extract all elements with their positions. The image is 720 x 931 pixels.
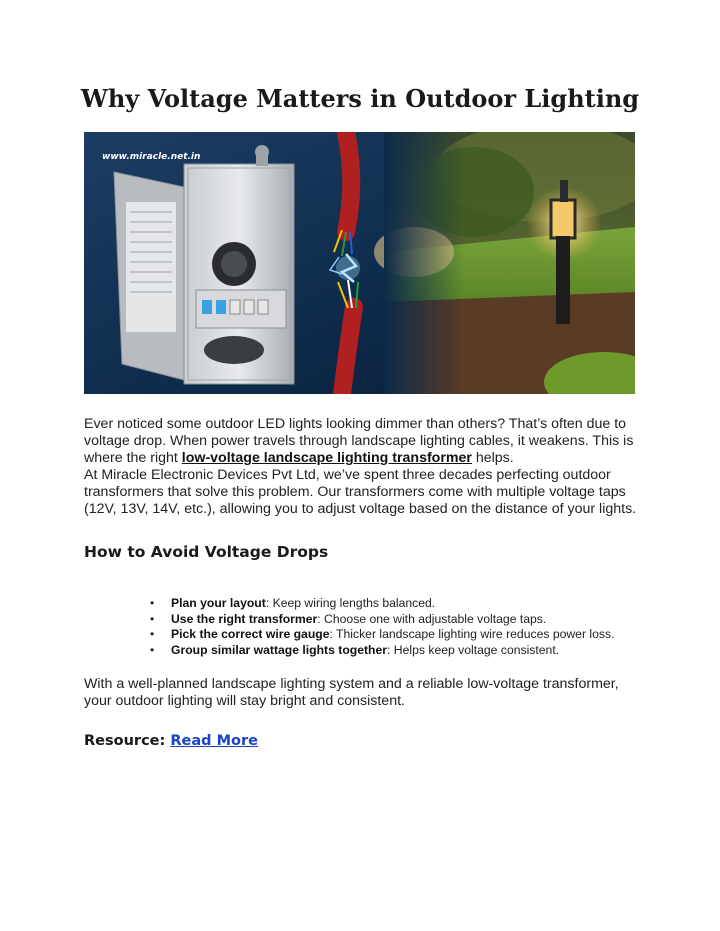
hero-illustration: [84, 132, 635, 394]
bullet-icon: •: [150, 596, 155, 610]
transformer-link[interactable]: low-voltage landscape lighting transformer: [181, 450, 472, 466]
intro-paragraph-2: At Miracle Electronic Devices Pvt Ltd, we’ve spent three decades perfecting outdoor transformers that solve this problem. Our transformers come with multiple voltage taps (12V, 13V, 14V, etc.), allowing you to adjust voltage based on the distance of your lights.: [84, 467, 637, 517]
hero-image: [84, 132, 635, 394]
hero-watermark: www.miracle.net.in: [102, 152, 201, 162]
section-heading: How to Avoid Voltage Drops: [84, 543, 329, 561]
intro-section: [84, 416, 644, 518]
tip-term: Pick the correct wire gauge: [171, 627, 330, 641]
tips-list: [148, 596, 648, 658]
bullet-icon: •: [150, 627, 155, 641]
tip-text: : Keep wiring lengths balanced.: [265, 596, 436, 610]
read-more-link[interactable]: Read More: [170, 733, 258, 749]
list-item: [148, 643, 648, 659]
list-item: [148, 596, 648, 612]
tip-text: : Choose one with adjustable voltage taps.: [317, 611, 547, 626]
list-item: [148, 612, 648, 628]
tip-text: : Thicker landscape lighting wire reduces power loss.: [329, 627, 615, 641]
resource-line: [84, 733, 258, 749]
bullet-icon: •: [150, 642, 155, 657]
tip-term: Plan your layout: [171, 596, 266, 610]
list-item: [148, 627, 648, 643]
tip-term: Use the right transformer: [171, 611, 318, 626]
page-title: Why Voltage Matters in Outdoor Lighting: [80, 84, 640, 113]
intro-text-before-link: Ever noticed some outdoor LED lights looking dimmer than others? That’s often due to voltage drop. When power travels through landscape lighting cables, it weakens. This is where the right: [84, 416, 634, 466]
resource-label: Resource:: [84, 733, 166, 749]
outro-paragraph: With a well-planned landscape lighting system and a reliable low-voltage transformer, your outdoor lighting will stay bright and consistent.: [84, 676, 619, 709]
bullet-icon: •: [150, 611, 155, 626]
tip-text: : Helps keep voltage consistent.: [387, 642, 560, 657]
tip-term: Group similar wattage lights together: [171, 642, 388, 657]
intro-text-after-link: helps.: [471, 450, 514, 466]
